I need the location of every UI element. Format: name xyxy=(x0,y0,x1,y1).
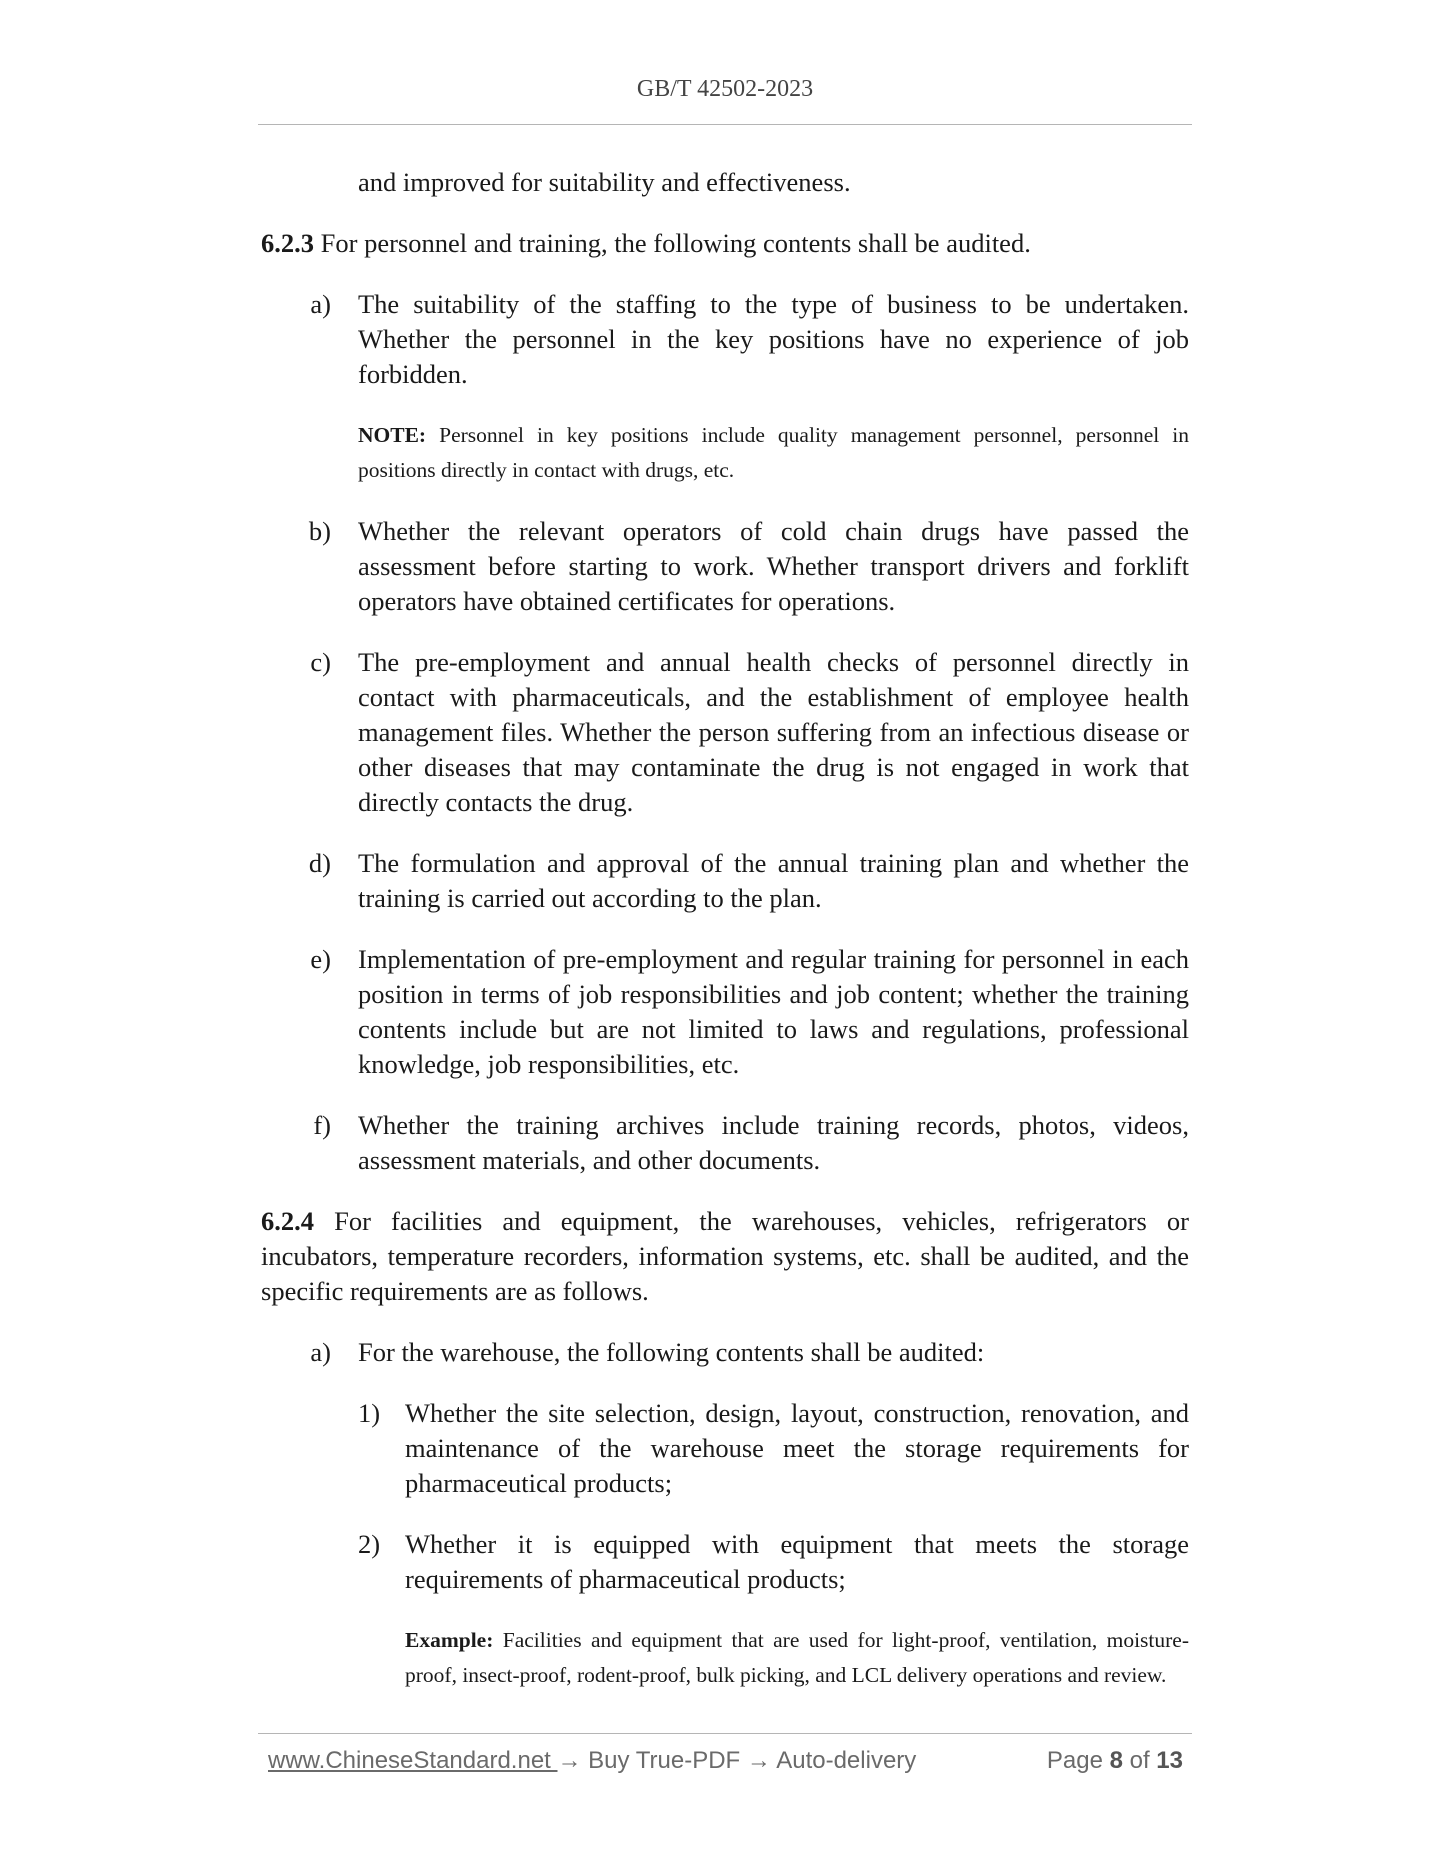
list-item-label: a) xyxy=(310,289,331,319)
auto-delivery-text: Auto-delivery xyxy=(770,1747,917,1774)
note-label: NOTE: xyxy=(358,423,427,447)
example-text: Facilities and equipment that are used for light-proof, ventilation, moisture-proof, insect-proof, rodent-proof, bulk picking, and LCL delivery operations and review. xyxy=(405,1628,1189,1687)
page-content xyxy=(261,165,1189,1715)
footer-divider xyxy=(258,1733,1192,1734)
sub-list-item-label: 2) xyxy=(358,1529,381,1559)
list-item-text: For the warehouse, the following contents shall be audited: xyxy=(358,1337,985,1367)
list-item-text: The formulation and approval of the annual training plan and whether the training is carried out according to the plan. xyxy=(358,848,1189,913)
list-item xyxy=(261,846,1189,916)
sub-list-item xyxy=(358,1396,1189,1501)
note xyxy=(358,418,1189,488)
list-item-label: f) xyxy=(313,1110,331,1140)
buy-pdf-text: Buy True-PDF xyxy=(581,1747,747,1774)
clause-number: 6.2.3 xyxy=(261,228,314,258)
page-word: Page xyxy=(1046,1747,1110,1774)
sub-list-item-label: 1) xyxy=(358,1398,381,1428)
clause-number: 6.2.4 xyxy=(261,1206,314,1236)
list-item-text: Whether the training archives include training records, photos, videos, assessment materials, and other documents. xyxy=(358,1110,1189,1175)
note-text: Personnel in key positions include quality management personnel, personnel in positions directly in contact with drugs, etc. xyxy=(358,423,1189,482)
list-item xyxy=(261,1108,1189,1178)
total-pages: 13 xyxy=(1156,1747,1183,1774)
current-page: 8 xyxy=(1109,1747,1123,1774)
arrow-right-icon: → xyxy=(557,1747,582,1774)
footer-promo xyxy=(268,1747,916,1775)
of-word: of xyxy=(1122,1747,1157,1774)
example xyxy=(405,1623,1189,1693)
list-item xyxy=(261,942,1189,1082)
list-item-text: The suitability of the staffing to the type of business to be undertaken. Whether the personnel in the key positions have no experience of job forbidden. xyxy=(358,289,1189,389)
sub-list-item-text: Whether the site selection, design, layout, construction, renovation, and maintenance of the warehouse meet the storage requirements for pharmaceutical products; xyxy=(405,1398,1189,1498)
clause-text: For facilities and equipment, the warehouses, vehicles, refrigerators or incubators, temperature recorders, information systems, etc. shall be audited, and the specific requirements are as follows. xyxy=(261,1206,1189,1306)
list-item-label: b) xyxy=(308,516,331,546)
clause-text: For personnel and training, the following contents shall be audited. xyxy=(314,228,1031,258)
list-item xyxy=(261,287,1189,392)
sub-list-item xyxy=(358,1527,1189,1597)
page-header: GB/T 42502-2023 xyxy=(636,76,814,102)
sub-list-item-text: Whether it is equipped with equipment that meets the storage requirements of pharmaceutical products; xyxy=(405,1529,1189,1594)
example-label: Example: xyxy=(405,1628,494,1652)
list-item-text: The pre-employment and annual health checks of personnel directly in contact with pharmaceuticals, and the establishment of employee health management files. Whether the person suffering from an infectious disease or other diseases that may contaminate the drug is not engaged in work that directly contacts the drug. xyxy=(358,647,1189,817)
website-link[interactable]: www.ChineseStandard.net xyxy=(268,1747,558,1774)
page-number xyxy=(1047,1747,1183,1775)
list-item-text: Implementation of pre-employment and regular training for personnel in each position in terms of job responsibilities and job content; whether the training contents include but are not limited to laws and regulations, professional knowledge, job responsibilities, etc. xyxy=(358,944,1189,1079)
header-divider xyxy=(258,124,1192,125)
page-footer xyxy=(268,1747,1183,1779)
clause-6-2-3 xyxy=(261,226,1189,261)
list-item xyxy=(261,645,1189,820)
list-item-label: d) xyxy=(308,848,331,878)
list-item-label: c) xyxy=(310,647,331,677)
list-item-label: a) xyxy=(310,1337,331,1367)
arrow-right-icon: → xyxy=(746,1747,771,1774)
continued-paragraph: and improved for suitability and effectiveness. xyxy=(358,167,851,197)
clause-6-2-4 xyxy=(261,1204,1189,1309)
list-item-label: e) xyxy=(310,944,331,974)
list-item xyxy=(261,514,1189,619)
list-item xyxy=(261,1335,1189,1370)
list-item-text: Whether the relevant operators of cold chain drugs have passed the assessment before starting to work. Whether transport drivers and forklift operators have obtained certificates for operations. xyxy=(358,516,1189,616)
